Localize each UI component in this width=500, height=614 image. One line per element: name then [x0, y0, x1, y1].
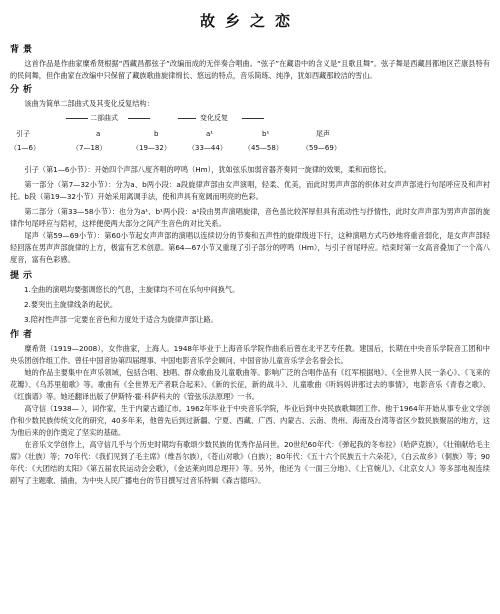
page-title: 故乡之恋	[199, 12, 300, 30]
diagram-part-binary-label: 二部曲式	[90, 114, 118, 122]
tip-item: 3.陪衬性声部一定要在音色和力度处于适合为旋律声部让路。	[24, 315, 218, 324]
analysis-paragraph: 引子（第1—6小节）：开始四个声部八度齐唱的哼鸣（Hm），犹如弦乐加弱音器齐奏同一旋律的效果，柔和而悠长。	[24, 165, 391, 174]
analysis-paragraph: 尾声（第59—69小节）：第60小节起女声声部的演唱以连续切分的节奏和五声性的旋律级进下行，这种演唱方式巧妙地将重音弱化，是女声声部轻轻回落在男声声部旋律的上方，极富有艺术创意。第64—67小节又重现了引子部分的哼鸣（Hm），与引子首尾呼应。结束时第一女高音叠加了一个高八度音，富有色彩感。	[10, 231, 490, 264]
section-heading-tips: 提示	[10, 271, 37, 281]
diagram-range: （1—6）	[10, 144, 40, 152]
form-structure-diagram	[10, 112, 490, 162]
diagram-range: （19—32）	[132, 144, 171, 152]
section-heading-analysis: 分析	[10, 85, 37, 95]
diagram-range: （7—18）	[72, 144, 107, 152]
bracket-line-left-binary	[66, 118, 88, 119]
diagram-intro-label: 引子	[16, 130, 30, 138]
diagram-range: （33—44）	[188, 144, 227, 152]
tip-item: 1.全曲的演唱均要强调悠长的气息，主旋律均不可在乐句中间换气。	[24, 285, 240, 294]
analysis-paragraph: 第一部分（第7—32小节）：分为a、b两小段：a段旋律声部由女声演唱，轻柔、优美，而此时男声声部的织体对女声声部进行句尾呼应及和声衬托。b段（第19—32小节）开始采用离调手法，使和声具有宽阔而明亮的色彩。	[10, 180, 490, 201]
author-paragraph: 高守信（1938— ），词作家，生于内蒙古通辽市。1962年毕业于中央音乐学院，毕业后到中央民族歌舞团工作。他于1964年开始从事专业文学创作和少数民族传统文化的研究，40多年来，他曾先后到过新疆、宁夏、西藏、广西、内蒙古、云南、贵州、海南及台湾等省区少数民族聚居的地方，这为他后来的创作奠定了坚实的基础。	[10, 404, 490, 437]
author-paragraph: 糜希贤（1919—2008），女作曲家，上海人。1948年毕业于上海音乐学院作曲系后曾在北平艺专任教。建国后，长期在中央音乐学院音工团和中央乐团创作组工作。曾任中国音协第四届理事、中国电影音乐学会顾问、中国音协儿童音乐学会名誉会长。	[10, 344, 490, 365]
tips-list	[10, 284, 490, 326]
bracket-line-right-variation	[242, 118, 264, 119]
diagram-b1: b¹	[262, 130, 270, 138]
document-page	[10, 0, 490, 487]
section-heading-background: 背景	[10, 45, 37, 55]
background-paragraph: 这首作品是作曲家糜希贤根据“西藏昌都弦子”改编而成的无伴奏合唱曲。“弦子”在藏语中的含义是“且歌且舞”。弦子舞是西藏昌都地区芒康县特有的民间舞，但作曲家在改编中只保留了藏族歌曲旋律绵长、悠远的特点，音乐简练、纯净，犹如西藏那皎洁的雪山。	[10, 59, 490, 80]
diagram-b: b	[154, 130, 159, 138]
diagram-a1: a¹	[206, 130, 214, 138]
bracket-line-left-variation	[178, 118, 196, 119]
tip-item: 2.要突出主旋律线条的起伏。	[24, 300, 118, 309]
section-heading-authors: 作者	[10, 330, 37, 340]
analysis-intro: 该曲为简单二部曲式及其变化反复结构：	[24, 99, 154, 108]
analysis-paragraph: 第二部分（第33—58小节）：也分为a¹、b¹两小段：a¹段由男声演唱旋律，音色虽比较浑厚但具有流动性与抒情性，此时女声声部为男声声部的旋律作句尾呼应与陪衬，这样便使两大部分之间产生音色的对比关系。	[10, 207, 490, 228]
diagram-range: （45—58）	[244, 144, 283, 152]
diagram-a: a	[96, 130, 101, 138]
bracket-line-right-binary	[128, 118, 150, 119]
author-paragraph: 她的作品主要集中在声乐领域，包括合唱、独唱、群众歌曲及儿童歌曲等。影响广泛的合唱作品有《红军根据地》、《全世界人民一条心》、《飞来的花瓣》、《乌苏里船歌》等。歌曲有《全世界无产者联合起来》、《新的长征，新的战斗》、儿童歌曲《听妈妈讲那过去的事情》，电影音乐《青春之歌》、《红旗谱》等。她还翻译出版了伊斯特·霍·科萨科夫的《管弦乐法原理》一书。	[10, 368, 490, 401]
diagram-coda-label: 尾声	[316, 130, 330, 138]
diagram-part-variation-label: 变化反复	[200, 114, 228, 122]
author-paragraph: 在音乐文学创作上，高守信几乎与个历史时期均有歌颂少数民族的优秀作品问世。20世纪60年代：《弹起我的冬布拉》（哈萨克族），《壮锦献给毛主席》（壮族）等；70年代：《我们见到了毛主席》（维吾尔族），《苍山对歌》（白族）；80年代：《五十六个民族五十六朵花》，《白云故乡》（侗族）等；90年代：《大团结的太阳》《第五届农民运动会会歌》，《金达莱向周总理开》等。另外，他还为《一面三分地》、《上官婉儿》、《北京女人》等多部电视连续剧写了主题歌、插曲，为中央人民广播电台的节目撰写过音乐特辑《森吉德玛》。	[10, 440, 490, 485]
diagram-range: （59—69）	[302, 144, 341, 152]
